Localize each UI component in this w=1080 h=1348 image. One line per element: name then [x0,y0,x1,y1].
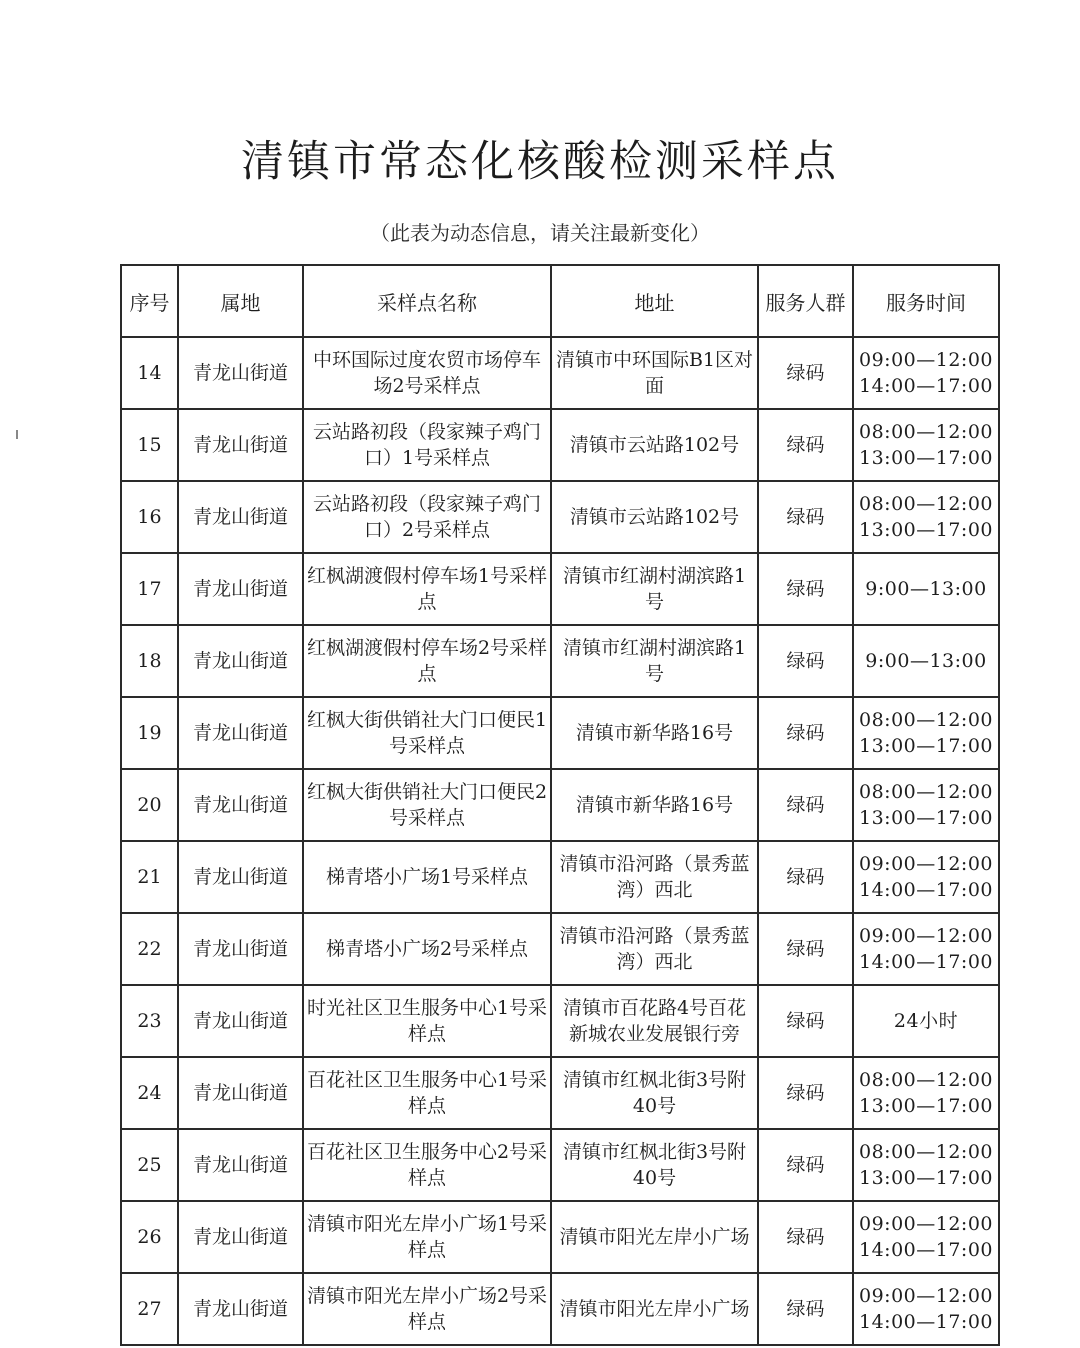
service-time-line: 9:00—13:00 [865,578,987,600]
service-time-line: 09:00—12:00 [858,349,993,371]
cell-service-time [853,841,999,913]
cell-district: 青龙山街道 [178,481,303,553]
cell-service-group: 绿码 [758,1201,853,1273]
service-time-line: 9:00—13:00 [865,650,987,672]
cell-site-name: 清镇市阳光左岸小广场1号采样点 [303,1201,551,1273]
cell-service-group: 绿码 [758,1129,853,1201]
service-time-line: 14:00—17:00 [858,1311,993,1333]
table-row [121,769,999,841]
service-time-line: 08:00—12:00 [858,493,993,515]
cell-service-time [853,769,999,841]
cell-service-time [853,1129,999,1201]
cell-site-name: 梯青塔小广场2号采样点 [303,913,551,985]
cell-service-group: 绿码 [758,697,853,769]
cell-no: 24 [121,1057,178,1129]
cell-service-time [853,553,999,625]
service-time-line: 14:00—17:00 [858,375,993,397]
header-no: 序号 [121,265,178,337]
service-time-line: 09:00—12:00 [858,925,993,947]
cell-no: 19 [121,697,178,769]
cell-no: 23 [121,985,178,1057]
cell-address: 清镇市阳光左岸小广场 [551,1201,758,1273]
cell-service-group: 绿码 [758,913,853,985]
cell-service-time [853,337,999,409]
cell-address: 清镇市新华路16号 [551,697,758,769]
cell-service-group: 绿码 [758,481,853,553]
service-time-line: 13:00—17:00 [858,1095,993,1117]
document-title: 清镇市常态化核酸检测采样点 [241,137,839,187]
table-row [121,553,999,625]
cell-no: 18 [121,625,178,697]
cell-district: 青龙山街道 [178,769,303,841]
cell-no: 26 [121,1201,178,1273]
cell-district: 青龙山街道 [178,1057,303,1129]
cell-service-group: 绿码 [758,337,853,409]
cell-service-group: 绿码 [758,985,853,1057]
service-time-line: 08:00—12:00 [858,1069,993,1091]
sampling-sites-table [120,264,1000,1346]
service-time-line: 14:00—17:00 [858,1239,993,1261]
cell-site-name: 时光社区卫生服务中心1号采样点 [303,985,551,1057]
cell-site-name: 云站路初段（段家辣子鸡门口）2号采样点 [303,481,551,553]
cell-district: 青龙山街道 [178,1201,303,1273]
cell-district: 青龙山街道 [178,697,303,769]
table-row [121,625,999,697]
table-row [121,1057,999,1129]
cell-site-name: 百花社区卫生服务中心1号采样点 [303,1057,551,1129]
service-time-line: 09:00—12:00 [858,1213,993,1235]
service-time-line: 14:00—17:00 [858,879,993,901]
table-row [121,841,999,913]
service-time-line: 13:00—17:00 [858,519,993,541]
cell-district: 青龙山街道 [178,337,303,409]
service-time-line: 08:00—12:00 [858,1141,993,1163]
table-row [121,481,999,553]
cell-district: 青龙山街道 [178,1273,303,1345]
cell-site-name: 红枫大街供销社大门口便民2号采样点 [303,769,551,841]
service-time-line: 24小时 [893,1010,959,1032]
cell-address: 清镇市中环国际B1区对面 [551,337,758,409]
cell-site-name: 红枫湖渡假村停车场1号采样点 [303,553,551,625]
scan-artifact [16,430,18,439]
cell-site-name: 红枫湖渡假村停车场2号采样点 [303,625,551,697]
service-time-line: 08:00—12:00 [858,709,993,731]
cell-address: 清镇市沿河路（景秀蓝湾）西北 [551,913,758,985]
cell-service-time [853,481,999,553]
cell-district: 青龙山街道 [178,841,303,913]
cell-site-name: 红枫大街供销社大门口便民1号采样点 [303,697,551,769]
service-time-line: 13:00—17:00 [858,735,993,757]
cell-address: 清镇市云站路102号 [551,481,758,553]
table-row [121,985,999,1057]
cell-no: 21 [121,841,178,913]
cell-service-group: 绿码 [758,553,853,625]
service-time-line: 08:00—12:00 [858,781,993,803]
table-row [121,1201,999,1273]
table-row [121,913,999,985]
header-address: 地址 [551,265,758,337]
cell-address: 清镇市红湖村湖滨路1号 [551,625,758,697]
cell-service-group: 绿码 [758,769,853,841]
document-note: （此表为动态信息，请关注最新变化） [370,221,710,245]
cell-service-time [853,1201,999,1273]
cell-no: 16 [121,481,178,553]
cell-no: 27 [121,1273,178,1345]
table-row [121,409,999,481]
service-time-line: 13:00—17:00 [858,447,993,469]
service-time-line: 13:00—17:00 [858,807,993,829]
cell-address: 清镇市新华路16号 [551,769,758,841]
table-row [121,697,999,769]
cell-service-group: 绿码 [758,841,853,913]
cell-address: 清镇市云站路102号 [551,409,758,481]
service-time-line: 09:00—12:00 [858,1285,993,1307]
cell-service-group: 绿码 [758,1057,853,1129]
header-site-name: 采样点名称 [303,265,551,337]
cell-address: 清镇市沿河路（景秀蓝湾）西北 [551,841,758,913]
cell-service-time [853,625,999,697]
service-time-line: 14:00—17:00 [858,951,993,973]
cell-address: 清镇市红枫北街3号附40号 [551,1129,758,1201]
cell-district: 青龙山街道 [178,985,303,1057]
cell-address: 清镇市红湖村湖滨路1号 [551,553,758,625]
cell-site-name: 百花社区卫生服务中心2号采样点 [303,1129,551,1201]
service-time-line: 09:00—12:00 [858,853,993,875]
cell-service-time [853,697,999,769]
cell-service-time [853,1273,999,1345]
table-header-row [121,265,999,337]
cell-district: 青龙山街道 [178,913,303,985]
cell-service-group: 绿码 [758,1273,853,1345]
cell-site-name: 清镇市阳光左岸小广场2号采样点 [303,1273,551,1345]
cell-site-name: 云站路初段（段家辣子鸡门口）1号采样点 [303,409,551,481]
cell-district: 青龙山街道 [178,553,303,625]
cell-address: 清镇市百花路4号百花新城农业发展银行旁 [551,985,758,1057]
cell-service-time [853,409,999,481]
cell-no: 15 [121,409,178,481]
cell-district: 青龙山街道 [178,1129,303,1201]
table-row [121,1273,999,1345]
table-row [121,1129,999,1201]
cell-service-time [853,913,999,985]
cell-no: 20 [121,769,178,841]
header-service-time: 服务时间 [853,265,999,337]
cell-site-name: 中环国际过度农贸市场停车场2号采样点 [303,337,551,409]
cell-service-group: 绿码 [758,625,853,697]
table-row [121,337,999,409]
cell-no: 22 [121,913,178,985]
cell-address: 清镇市阳光左岸小广场 [551,1273,758,1345]
header-district: 属地 [178,265,303,337]
cell-district: 青龙山街道 [178,625,303,697]
cell-service-group: 绿码 [758,409,853,481]
header-service-group: 服务人群 [758,265,853,337]
cell-no: 17 [121,553,178,625]
cell-district: 青龙山街道 [178,409,303,481]
cell-address: 清镇市红枫北街3号附40号 [551,1057,758,1129]
cell-no: 25 [121,1129,178,1201]
cell-service-time [853,985,999,1057]
service-time-line: 08:00—12:00 [858,421,993,443]
cell-no: 14 [121,337,178,409]
cell-service-time [853,1057,999,1129]
cell-site-name: 梯青塔小广场1号采样点 [303,841,551,913]
service-time-line: 13:00—17:00 [858,1167,993,1189]
